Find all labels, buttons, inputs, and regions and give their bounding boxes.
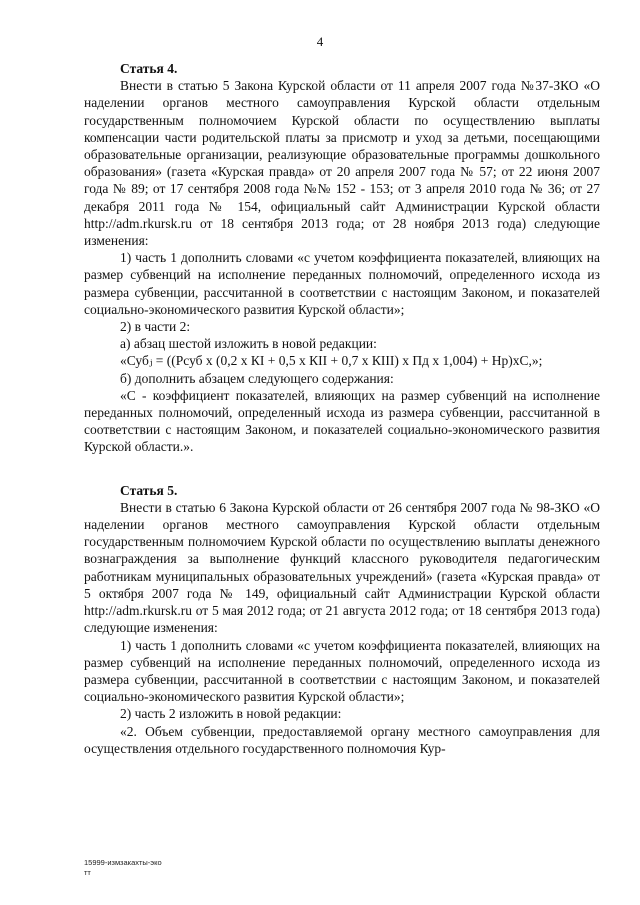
footer-initials: тт bbox=[84, 868, 91, 877]
article-5-intro: Внести в статью 6 Закона Курской области от 26 сентября 2007 года № 98-ЗКО «О наделении органов местного самоуправления Курской области отдельным государственным полномочием Курской области по осуществлению выплаты денежного вознаграждения за выполнение функций классного руководителя педагогическим работникам муниципальных образовательных учреждений» (газета «Курская правда» от 5 октября 2007 года № 149, официальный сайт Администрации Курской области http://adm.rkursk.ru от 5 мая 2012 года; от 21 августа 2012 года; от 18 сентября 2013 года) следующие изменения: bbox=[84, 499, 600, 636]
article-4-formula: «Субⱼ = ((Рсуб х (0,2 х КI + 0,5 х КII + 0,7 х КIII) х Пд х 1,004) + Нр)хС,»; bbox=[120, 353, 543, 369]
document-body bbox=[84, 60, 600, 757]
article-5-item-2: 2) часть 2 изложить в новой редакции: bbox=[120, 706, 342, 722]
document-footer bbox=[84, 858, 162, 878]
article-5-item-2-text: «2. Объем субвенции, предоставляемой органу местного самоуправления для осуществления отдельного государственного полномочия Кур- bbox=[84, 723, 600, 756]
article-5-item-1: 1) часть 1 дополнить словами «с учетом коэффициента показателей, влияющих на размер субвенций на исполнение переданных полномочий, определенного исхода из размера субвенции, рассчитанной в соответствии с настоящим Законом, и показателей социально-экономического развития Курской области»; bbox=[84, 637, 600, 705]
footer-code: 15999-измзакахты-эко bbox=[84, 858, 162, 867]
article-5-heading: Статья 5. bbox=[120, 482, 178, 498]
article-4-heading: Статья 4. bbox=[120, 61, 178, 76]
article-4-item-2: 2) в части 2: bbox=[120, 319, 191, 335]
article-4 bbox=[84, 60, 600, 456]
article-4-item-2a: а) абзац шестой изложить в новой редакции: bbox=[120, 336, 377, 352]
article-4-item-1: 1) часть 1 дополнить словами «с учетом коэффициента показателей, влияющих на размер субвенций на исполнение переданных полномочий, определенного исхода из размера субвенции, рассчитанной в соответствии с настоящим Законом, и показателей социально-экономического развития Курской области»; bbox=[84, 250, 600, 317]
article-5 bbox=[84, 482, 600, 757]
page-number: 4 bbox=[316, 34, 324, 49]
article-4-item-2b-text: «С - коэффициент показателей, влияющих на размер субвенций на исполнение переданных полномочий, определенный исхода из размера субвенции, рассчитанной в соответствии с настоящим Законом, и показателей социально-экономического развития Курской области.». bbox=[84, 387, 600, 455]
section-gap bbox=[84, 456, 600, 482]
article-4-item-2b: б) дополнить абзацем следующего содержания: bbox=[120, 370, 394, 386]
article-4-intro: Внести в статью 5 Закона Курской области от 11 апреля 2007 года №37-ЗКО «О наделении органов местного самоуправления Курской области отдельным государственным полномочием Курской области по осуществлению выплаты компенсации части родительской платы за присмотр и уход за детьми, посещающими образовательные организации, реализующие образовательные программы дошкольного образования» (газета «Курская правда» от 20 апреля 2007 года № 57; от 22 июня 2007 года № 89; от 17 сентября 2008 года №№ 152 - 153; от 3 апреля 2010 года № 36; от 27 декабря 2011 года № 154, официальный сайт Администрации Курской области http://adm.rkursk.ru от 18 сентября 2013 года; от 28 ноября 2013 года) следующие изменения: bbox=[84, 78, 600, 249]
